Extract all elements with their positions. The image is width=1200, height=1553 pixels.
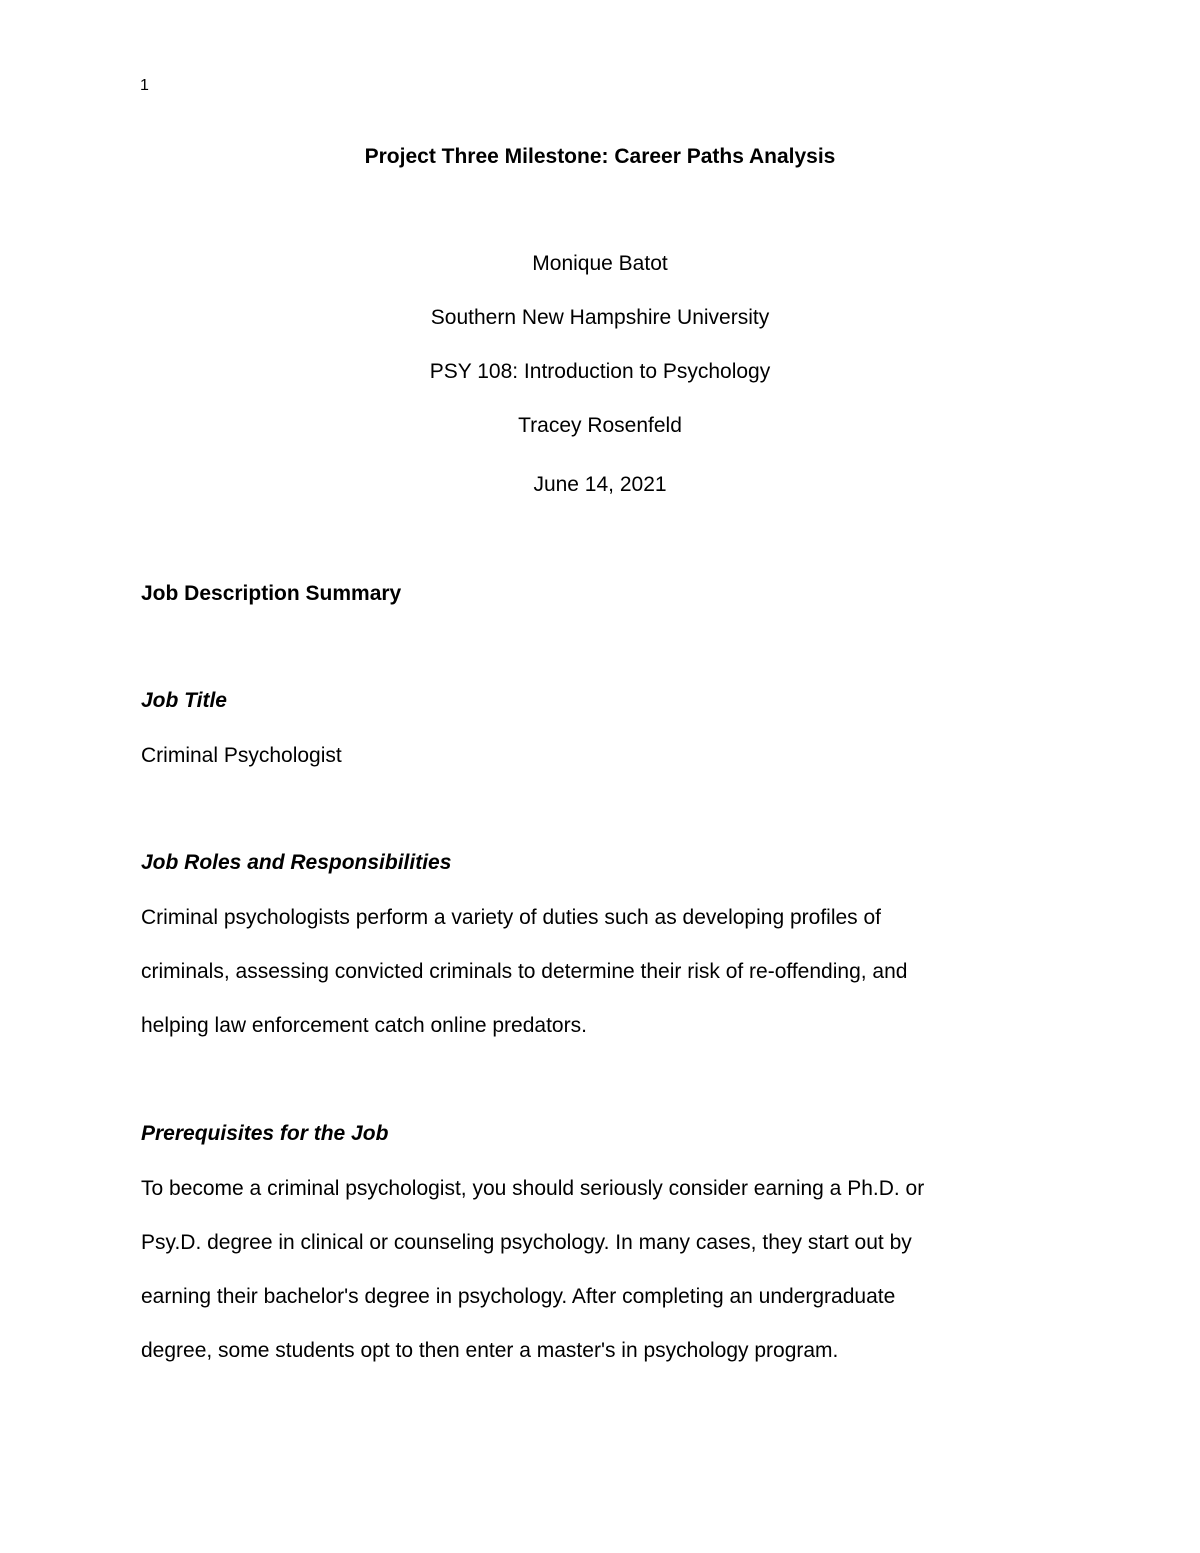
subheading-roles: Job Roles and Responsibilities bbox=[141, 851, 452, 874]
author-name: Monique Batot bbox=[532, 252, 668, 275]
document-title: Project Three Milestone: Career Paths Analysis bbox=[364, 145, 836, 168]
institution-name: Southern New Hampshire University bbox=[430, 306, 770, 329]
roles-line: criminals, assessing convicted criminals to determine their risk of re-offending, and bbox=[141, 960, 908, 983]
prerequisites-line: earning their bachelor's degree in psychology. After completing an undergraduate bbox=[141, 1285, 896, 1308]
document-date: June 14, 2021 bbox=[533, 473, 667, 496]
prerequisites-line: To become a criminal psychologist, you should seriously consider earning a Ph.D. or bbox=[141, 1177, 925, 1200]
instructor-name: Tracey Rosenfeld bbox=[518, 414, 682, 437]
subheading-job-title: Job Title bbox=[141, 689, 227, 712]
prerequisites-line: degree, some students opt to then enter a master's in psychology program. bbox=[141, 1339, 839, 1362]
page-number: 1 bbox=[140, 77, 149, 94]
prerequisites-line: Psy.D. degree in clinical or counseling psychology. In many cases, they start out by bbox=[141, 1231, 912, 1254]
job-title-text: Criminal Psychologist bbox=[141, 744, 342, 767]
subheading-prerequisites: Prerequisites for the Job bbox=[141, 1122, 389, 1145]
section-heading-summary: Job Description Summary bbox=[141, 582, 402, 605]
course-name: PSY 108: Introduction to Psychology bbox=[429, 360, 771, 383]
roles-line: Criminal psychologists perform a variety of duties such as developing profiles of bbox=[141, 906, 882, 929]
roles-line: helping law enforcement catch online predators. bbox=[141, 1014, 587, 1037]
